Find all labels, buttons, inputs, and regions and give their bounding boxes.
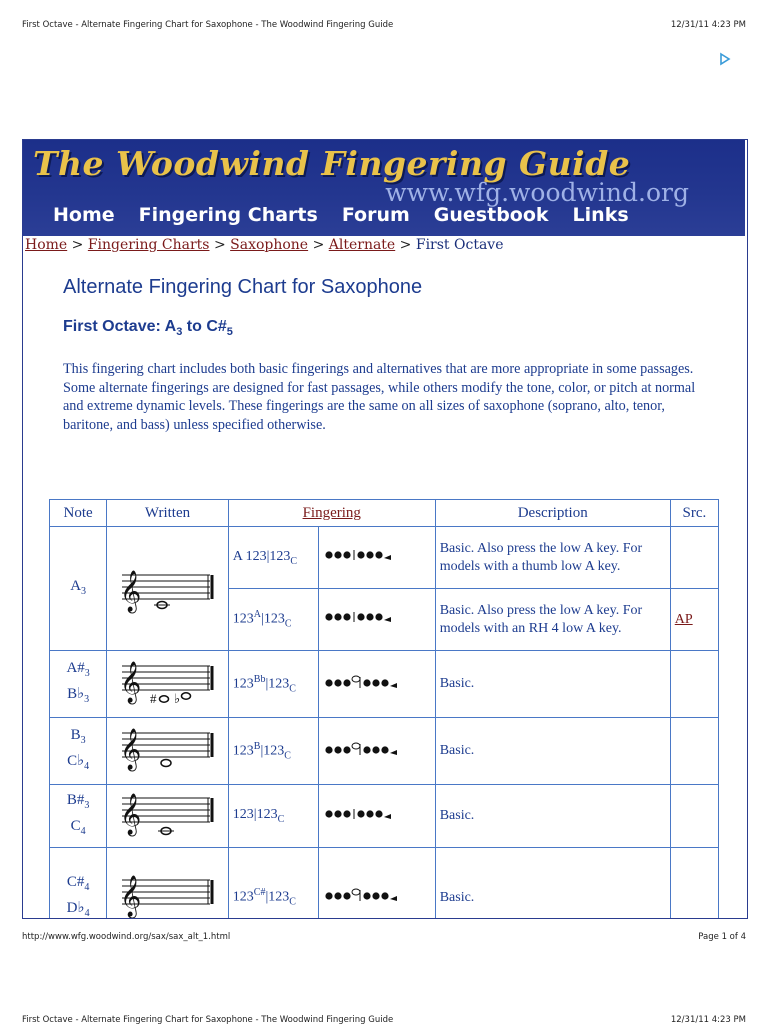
header-src: Src. [670,500,718,527]
breadcrumb-current: First Octave [415,237,504,253]
intro-paragraph: This fingering chart includes both basic fingerings and alternatives that are more appropriate in some passages. Some alternate fingerings are designed for fast passages, while others modify the tone, color, or pitch at normal and extreme dynamic levels. These fingerings are the same on all sizes of saxophone (soprano, alto, tenor, baritone, and bass) unless specified otherwise. [63,361,696,433]
main-nav [53,204,629,226]
src-cell [670,718,718,785]
breadcrumb-fingering-charts[interactable]: Fingering Charts [87,237,210,253]
breadcrumb-sep: > [213,237,226,253]
note-cell: $A_3$ [50,527,107,651]
written-notation [107,651,229,718]
subtitle-middle: to C# [182,318,227,335]
fingering-text: $123^{Bb}|123_C$ [228,651,318,718]
header-note: Note [50,500,107,527]
breadcrumb-sep: > [71,237,84,253]
header-written: Written [107,500,229,527]
table-row [50,785,719,848]
svg-text:♭: ♭ [173,691,180,706]
page-frame [22,139,748,919]
table-row [50,527,719,589]
src-cell [670,589,718,651]
fingering-diagram [319,848,436,920]
site-logo-title[interactable]: The Woodwind Fingering Guide [33,144,631,183]
fingering-diagram [319,527,436,589]
description-cell: Basic. Also press the low A key. For models with an RH 4 low A key. [435,589,670,651]
fingering-diagram [319,785,436,848]
description-cell: Basic. Also press the low A key. For models with a thumb low A key. [435,527,670,589]
staff-notation-icon [118,721,218,781]
breadcrumb-saxophone[interactable]: Saxophone [230,237,309,253]
description-cell: Basic. [435,848,670,920]
staff-notation-icon [118,868,218,920]
fingering-text: $123|123_C$ [228,785,318,848]
fingering-diagram [319,589,436,651]
print-header-datetime: 12/31/11 4:23 PM [670,1015,746,1025]
site-url: www.wfg.woodwind.org [385,178,689,207]
subtitle-high-octave: 5 [226,326,233,339]
print-header-title: First Octave - Alternate Fingering Chart for Saxophone - The Woodwind Fingering Guide [22,20,394,30]
fingering-dots-icon [323,887,413,903]
nav-fingering-charts[interactable]: Fingering Charts [138,204,318,226]
fingering-dots-icon [323,807,407,821]
subtitle-low-octave: 3 [176,326,183,339]
svg-text:𝄞: 𝄞 [119,794,141,835]
svg-text:𝄞: 𝄞 [119,662,141,703]
svg-text:𝄞: 𝄞 [119,729,141,770]
src-cell [670,651,718,718]
breadcrumb-alternate[interactable]: Alternate [328,237,396,253]
print-header-next-page [22,1015,746,1029]
header-fingering[interactable]: Fingering [228,500,435,527]
svg-text:𝄞: 𝄞 [119,570,141,612]
src-cell [670,527,718,589]
staff-notation-icon [118,654,218,714]
site-banner [23,140,745,236]
fingering-text: $123^{C\#}|123_C$ [228,848,318,920]
header-description: Description [435,500,670,527]
breadcrumb-home[interactable]: Home [25,237,68,253]
fingering-dots-icon [323,674,413,690]
print-header-datetime: 12/31/11 4:23 PM [670,20,746,30]
fingering-dots-icon [323,741,413,757]
fingering-diagram [319,651,436,718]
subtitle-prefix: First Octave: A [63,318,177,335]
fingering-diagram [319,718,436,785]
fingering-table [49,499,719,919]
table-row [50,848,719,920]
written-notation [107,785,229,848]
svg-text:#: # [149,691,157,706]
print-header [22,20,746,34]
fingering-text: $123^B|123_C$ [228,718,318,785]
fingering-text: A $123|123_C$ [228,527,318,589]
fingering-dots-icon [323,610,407,624]
print-footer-url: http://www.wfg.woodwind.org/sax/sax_alt_1.html [22,932,231,942]
breadcrumb [25,237,504,253]
table-header-row [50,500,719,527]
fingering-dots-icon [323,548,407,562]
staff-notation-icon [118,788,218,844]
print-header-title: First Octave - Alternate Fingering Chart for Saxophone - The Woodwind Fingering Guide [22,1015,394,1025]
note-cell: $A\#_3$ $B♭_3$ [50,651,107,718]
written-notation [107,848,229,920]
written-notation [107,718,229,785]
note-cell: $C\#_4$ $D♭_4$ [50,848,107,920]
nav-guestbook[interactable]: Guestbook [433,204,549,226]
written-notation [107,527,229,651]
description-cell: Basic. [435,651,670,718]
note-cell: $B\#_3$ $C_4$ [50,785,107,848]
src-link[interactable]: AP [674,611,693,627]
breadcrumb-sep: > [312,237,325,253]
nav-forum[interactable]: Forum [341,204,410,226]
note-cell: $B_3$ $C♭_4$ [50,718,107,785]
ad-choices-icon[interactable] [718,52,732,66]
description-cell: Basic. [435,785,670,848]
nav-home[interactable]: Home [53,204,115,226]
breadcrumb-sep: > [399,237,412,253]
staff-notation-icon [118,557,218,621]
page-title: Alternate Fingering Chart for Saxophone [63,276,423,298]
section-title [63,318,233,338]
table-row [50,718,719,785]
description-cell: Basic. [435,718,670,785]
fingering-text: $123^A|123_C$ [228,589,318,651]
nav-links[interactable]: Links [572,204,629,226]
print-footer [22,932,746,946]
src-cell [670,785,718,848]
print-footer-page: Page 1 of 4 [698,932,746,942]
table-row [50,651,719,718]
svg-text:𝄞: 𝄞 [119,875,141,917]
src-cell [670,848,718,920]
